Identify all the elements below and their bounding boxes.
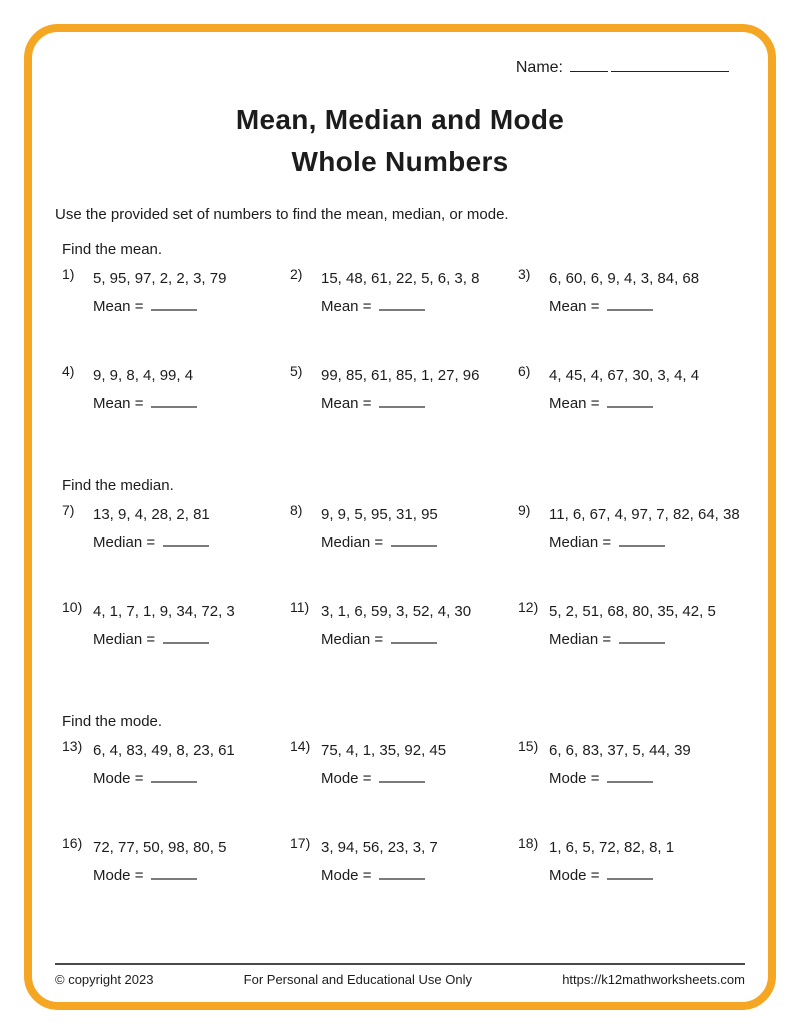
number-set: 99, 85, 61, 85, 1, 27, 96 xyxy=(321,367,480,384)
problem-10 xyxy=(55,601,283,650)
problem-12 xyxy=(511,601,745,650)
problem-number: 8) xyxy=(290,502,303,518)
problem-number: 16) xyxy=(62,835,83,851)
answer-label: Mode = xyxy=(549,770,600,787)
problem-number: 1) xyxy=(62,266,75,282)
number-set: 4, 45, 4, 67, 30, 3, 4, 4 xyxy=(549,367,700,384)
name-row xyxy=(55,58,745,77)
problem-14 xyxy=(283,740,511,789)
answer-label: Mode = xyxy=(93,867,144,884)
problem-9 xyxy=(511,504,745,553)
problem-number: 6) xyxy=(518,363,531,379)
problem-number: 10) xyxy=(62,599,83,615)
number-set: 5, 2, 51, 68, 80, 35, 42, 5 xyxy=(549,603,716,620)
problem-number: 15) xyxy=(518,738,539,754)
answer-blank[interactable] xyxy=(607,770,653,783)
answer-blank[interactable] xyxy=(391,631,437,644)
answer-blank[interactable] xyxy=(379,395,425,408)
problem-number: 12) xyxy=(518,599,539,615)
section-mode-heading: Find the mode. xyxy=(62,713,163,730)
number-set: 4, 1, 7, 1, 9, 34, 72, 3 xyxy=(93,603,235,620)
answer-blank[interactable] xyxy=(607,395,653,408)
number-set: 6, 6, 83, 37, 5, 44, 39 xyxy=(549,742,691,759)
answer-label: Mean = xyxy=(93,298,144,315)
problem-17 xyxy=(283,837,511,886)
answer-blank[interactable] xyxy=(607,298,653,311)
answer-label: Mean = xyxy=(93,395,144,412)
answer-label: Median = xyxy=(93,534,156,551)
problem-4 xyxy=(55,365,283,414)
problem-11 xyxy=(283,601,511,650)
problem-18 xyxy=(511,837,745,886)
instructions: Use the provided set of numbers to find the mean, median, or mode. xyxy=(55,206,509,223)
problem-number: 11) xyxy=(290,599,310,615)
answer-blank[interactable] xyxy=(379,770,425,783)
problem-number: 9) xyxy=(518,502,531,518)
section-median-grid xyxy=(55,504,745,650)
answer-blank[interactable] xyxy=(151,867,197,880)
footer xyxy=(55,963,745,987)
answer-blank[interactable] xyxy=(163,534,209,547)
answer-label: Median = xyxy=(321,631,384,648)
problem-number: 5) xyxy=(290,363,303,379)
problem-number: 18) xyxy=(518,835,539,851)
answer-label: Mean = xyxy=(549,395,600,412)
worksheet-content xyxy=(55,0,745,886)
section-median-heading: Find the median. xyxy=(62,477,174,494)
section-mean-heading: Find the mean. xyxy=(62,241,163,258)
number-set: 6, 4, 83, 49, 8, 23, 61 xyxy=(93,742,235,759)
number-set: 13, 9, 4, 28, 2, 81 xyxy=(93,506,210,523)
answer-blank[interactable] xyxy=(607,867,653,880)
section-mode-grid xyxy=(55,740,745,886)
name-blank-short[interactable] xyxy=(570,58,608,72)
answer-blank[interactable] xyxy=(151,395,197,408)
answer-label: Mode = xyxy=(321,770,372,787)
problem-number: 4) xyxy=(62,363,75,379)
problem-7 xyxy=(55,504,283,553)
worksheet-title xyxy=(55,99,745,183)
footer-copyright: © copyright 2023 xyxy=(55,972,154,987)
answer-blank[interactable] xyxy=(619,534,665,547)
answer-label: Mean = xyxy=(321,298,372,315)
section-mean xyxy=(55,240,745,414)
name-label: Name: xyxy=(515,59,563,76)
problem-2 xyxy=(283,268,511,317)
number-set: 11, 6, 67, 4, 97, 7, 82, 64, 38 xyxy=(549,506,740,523)
answer-label: Median = xyxy=(93,631,156,648)
problem-number: 7) xyxy=(62,502,75,518)
problem-16 xyxy=(55,837,283,886)
answer-label: Mode = xyxy=(321,867,372,884)
number-set: 75, 4, 1, 35, 92, 45 xyxy=(321,742,447,759)
number-set: 1, 6, 5, 72, 82, 8, 1 xyxy=(549,839,675,856)
problem-3 xyxy=(511,268,745,317)
problem-8 xyxy=(283,504,511,553)
answer-label: Mean = xyxy=(321,395,372,412)
answer-label: Median = xyxy=(549,631,612,648)
answer-blank[interactable] xyxy=(151,770,197,783)
answer-blank[interactable] xyxy=(379,867,425,880)
number-set: 3, 94, 56, 23, 3, 7 xyxy=(321,839,438,856)
answer-label: Mode = xyxy=(93,770,144,787)
number-set: 9, 9, 8, 4, 99, 4 xyxy=(93,367,194,384)
problem-15 xyxy=(511,740,745,789)
footer-url[interactable]: https://k12mathworksheets.com xyxy=(562,972,745,987)
answer-blank[interactable] xyxy=(391,534,437,547)
problem-1 xyxy=(55,268,283,317)
problem-13 xyxy=(55,740,283,789)
answer-label: Mode = xyxy=(549,867,600,884)
answer-label: Median = xyxy=(549,534,612,551)
number-set: 72, 77, 50, 98, 80, 5 xyxy=(93,839,227,856)
answer-blank[interactable] xyxy=(619,631,665,644)
answer-label: Mean = xyxy=(549,298,600,315)
answer-blank[interactable] xyxy=(163,631,209,644)
problem-number: 3) xyxy=(518,266,531,282)
title-line-2: Whole Numbers xyxy=(291,146,509,177)
answer-label: Median = xyxy=(321,534,384,551)
footer-usage-note: For Personal and Educational Use Only xyxy=(243,972,473,987)
number-set: 6, 60, 6, 9, 4, 3, 84, 68 xyxy=(549,270,700,287)
number-set: 9, 9, 5, 95, 31, 95 xyxy=(321,506,438,523)
title-line-1: Mean, Median and Mode xyxy=(235,104,565,135)
number-set: 15, 48, 61, 22, 5, 6, 3, 8 xyxy=(321,270,480,287)
problem-number: 2) xyxy=(290,266,303,282)
answer-blank[interactable] xyxy=(151,298,197,311)
section-mean-grid xyxy=(55,268,745,414)
name-blank-long[interactable] xyxy=(611,58,729,72)
problem-6 xyxy=(511,365,745,414)
problem-5 xyxy=(283,365,511,414)
problem-number: 17) xyxy=(290,835,311,851)
number-set: 5, 95, 97, 2, 2, 3, 79 xyxy=(93,270,227,287)
problem-number: 13) xyxy=(62,738,83,754)
number-set: 3, 1, 6, 59, 3, 52, 4, 30 xyxy=(321,603,472,620)
problem-number: 14) xyxy=(290,738,311,754)
answer-blank[interactable] xyxy=(379,298,425,311)
section-median xyxy=(55,476,745,650)
section-mode xyxy=(55,712,745,886)
